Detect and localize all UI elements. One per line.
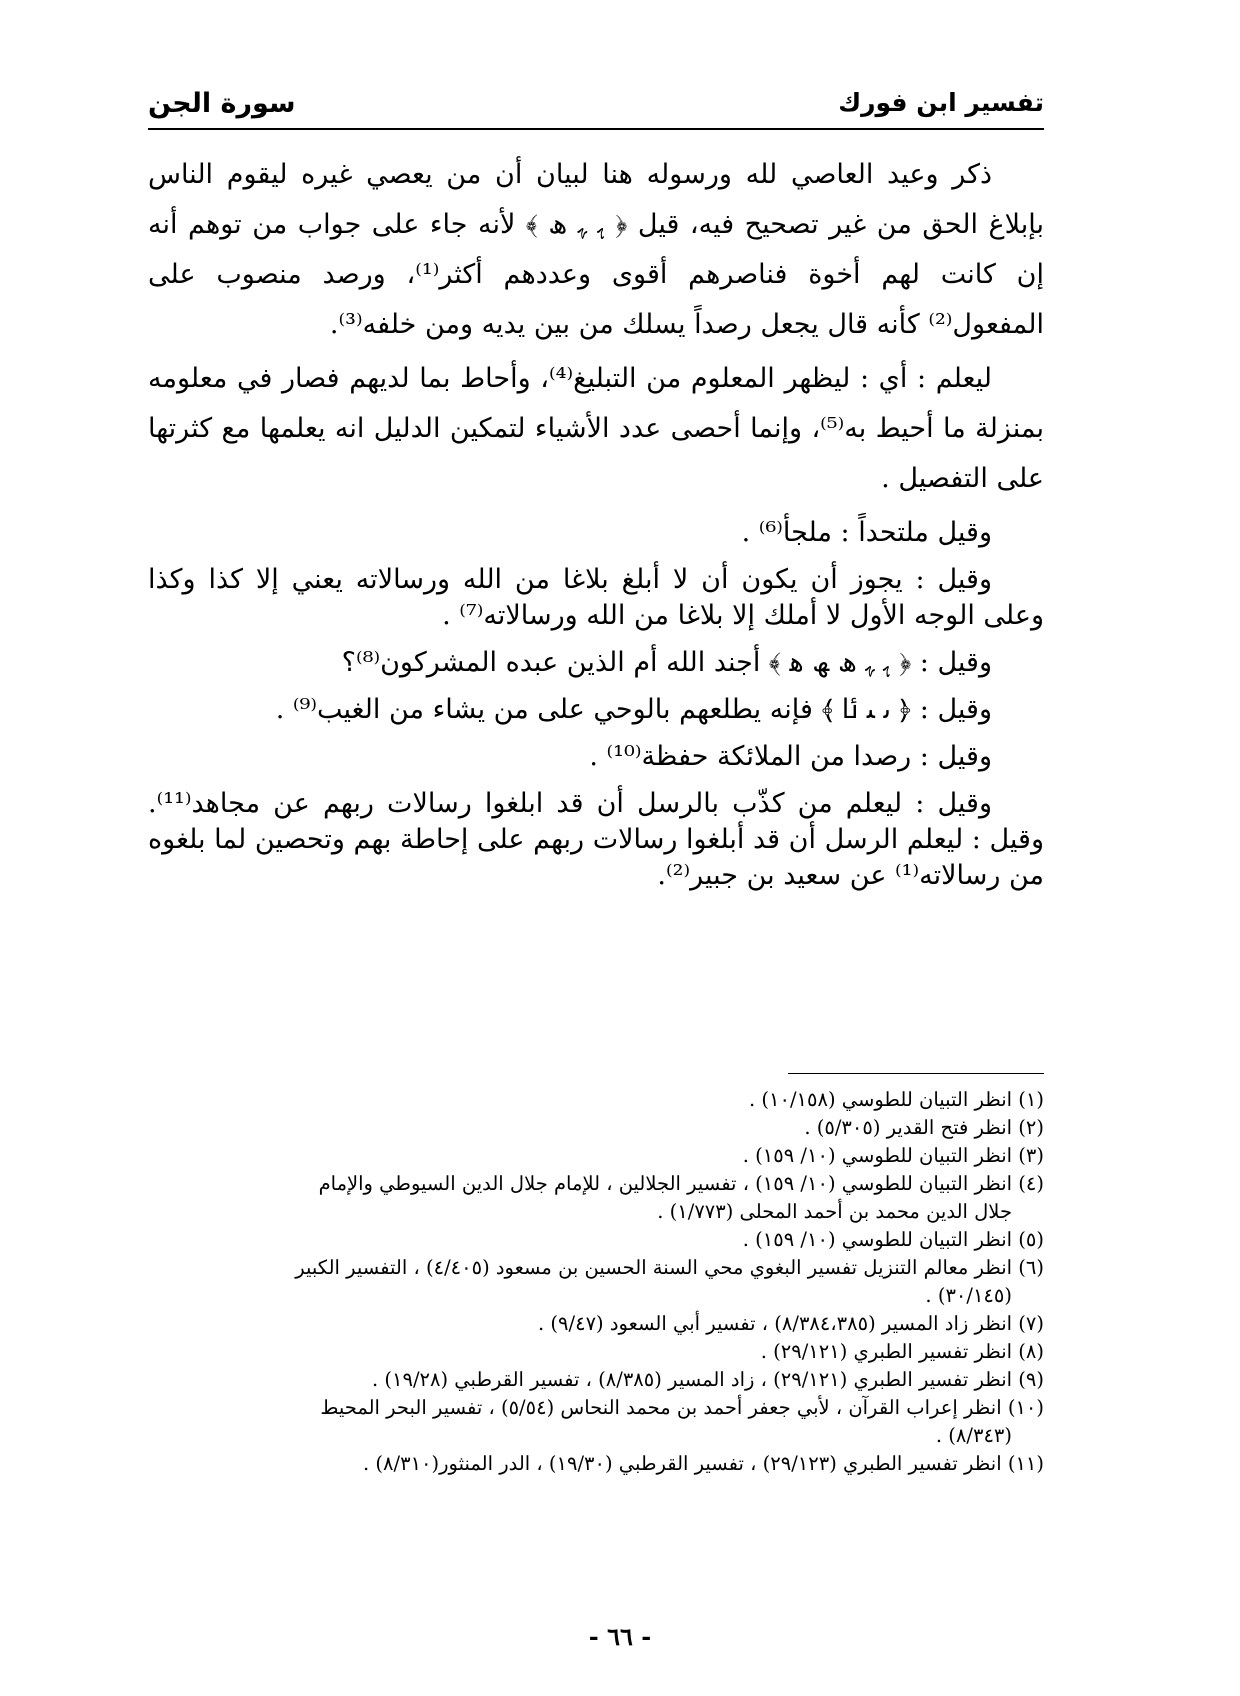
footnote-continuation: جلال الدين محمد بن أحمد المحلى (١/٧٧٣) . — [657, 1200, 1012, 1223]
main-text — [148, 150, 1044, 898]
footnote: (٤) انظر التبيان للطوسي (١٠/ ١٥٩) ، تفسير الجلالين ، للإمام جلال الدين السيوطي والإمام — [318, 1172, 1044, 1195]
footnotes — [148, 1086, 1044, 1478]
footnote: (٥) انظر التبيان للطوسي (١٠/ ١٥٩) . — [742, 1228, 1044, 1251]
paragraph: وقيل ملتحداً : ملجأ⁽⁶⁾ . — [741, 517, 992, 548]
surah-title: سورة الجن — [148, 88, 296, 119]
footnote: (١١) انظر تفسير الطبري (٢٩/١٢٣) ، تفسير القرطبي (١٩/٣٠) ، الدر المنثور(٨/٣١٠) . — [363, 1452, 1044, 1475]
paragraph: وقيل : رصدا من الملائكة حفظة⁽¹⁰⁾ . — [589, 741, 992, 772]
footnote-separator — [788, 1073, 1044, 1074]
footnote: (٦) انظر معالم التنزيل تفسير البغوي محي السنة الحسين بن مسعود (٤/٤٠٥) ، التفسير الكبير — [295, 1256, 1044, 1279]
paragraph: وقيل : يجوز أن يكون أن لا أبلغ بلاغا من الله ورسالاته يعني إلا كذا وكذا وعلى الوجه الأول لا أملك إلا بلاغا من الله ورسالاته⁽⁷⁾ . — [148, 564, 1044, 631]
paragraph: وقيل : ﴿ ﯨ ﯩ ﯪ ﴾ فإنه يطلعهم بالوحي على من يشاء من الغيب⁽⁹⁾ . — [275, 694, 992, 725]
footnote: (٣) انظر التبيان للطوسي (١٠/ ١٥٩) . — [742, 1144, 1044, 1167]
running-header — [148, 88, 1044, 122]
page-number: - ٦٦ - — [588, 1622, 652, 1651]
footnote-continuation: (٨/٣٤٣) . — [935, 1424, 1012, 1447]
footnote: (٩) انظر تفسير الطبري (٢٩/١٢١) ، زاد المسير (٨/٣٨٥) ، تفسير القرطبي (١٩/٢٨) . — [372, 1368, 1044, 1391]
footnote-continuation: (٣٠/١٤٥) . — [925, 1284, 1012, 1307]
footnote: (٢) انظر فتح القدير (٥/٣٠٥) . — [804, 1116, 1044, 1139]
paragraph: ذكر وعيد العاصي لله ورسوله هنا لبيان أن من يعصي غيره ليقوم الناس بإبلاغ الحق من غير تصحيح فيه، قيل ﴿ ﮨ ﮩ ﮪ ﴾ لأنه جاء على جواب من توهم أنه إن كانت لهم أخوة فناصرهم أقوى وعددهم أكثر⁽¹⁾، ورصد منصوب على المفعول⁽²⁾ كأنه قال يجعل رصداً يسلك من بين يديه ومن خلفه⁽³⁾. — [148, 159, 1045, 340]
header-rule — [148, 128, 1044, 130]
paragraph: وقيل : ﴿ ﮨ ﮩ ﮪ ﮫ ﮬ ﴾ أجند الله أم الذين عبده المشركون⁽⁸⁾؟ — [341, 647, 992, 678]
footnote: (١٠) انظر إعراب القرآن ، لأبي جعفر أحمد بن محمد النحاس (٥/٥٤) ، تفسير البحر المحيط — [320, 1396, 1044, 1419]
footnote: (٧) انظر زاد المسير (٨/٣٨٤،٣٨٥) ، تفسير أبي السعود (٩/٤٧) . — [538, 1312, 1044, 1335]
book-title: تفسير ابن فورك — [838, 88, 1044, 117]
paragraph: وقيل : ليعلم من كذّب بالرسل أن قد ابلغوا رسالات ربهم عن مجاهد⁽¹¹⁾. وقيل : ليعلم الرسل أن قد أبلغوا رسالات ربهم على إحاطة بهم وتحصين لما بلغوه من رسالاته⁽¹⁾ عن سعيد بن جبير⁽²⁾. — [148, 788, 1044, 891]
paragraph: ليعلم : أي : ليظهر المعلوم من التبليغ⁽⁴⁾، وأحاط بما لديهم فصار في معلومه بمنزلة ما أحيط به⁽⁵⁾، وإنما أحصى عدد الأشياء لتمكين الدليل انه يعلمها مع كثرتها على التفصيل . — [148, 363, 1044, 494]
footnote: (٨) انظر تفسير الطبري (٢٩/١٢١) . — [760, 1340, 1044, 1363]
footnote: (١) انظر التبيان للطوسي (١٠/١٥٨) . — [748, 1088, 1044, 1111]
